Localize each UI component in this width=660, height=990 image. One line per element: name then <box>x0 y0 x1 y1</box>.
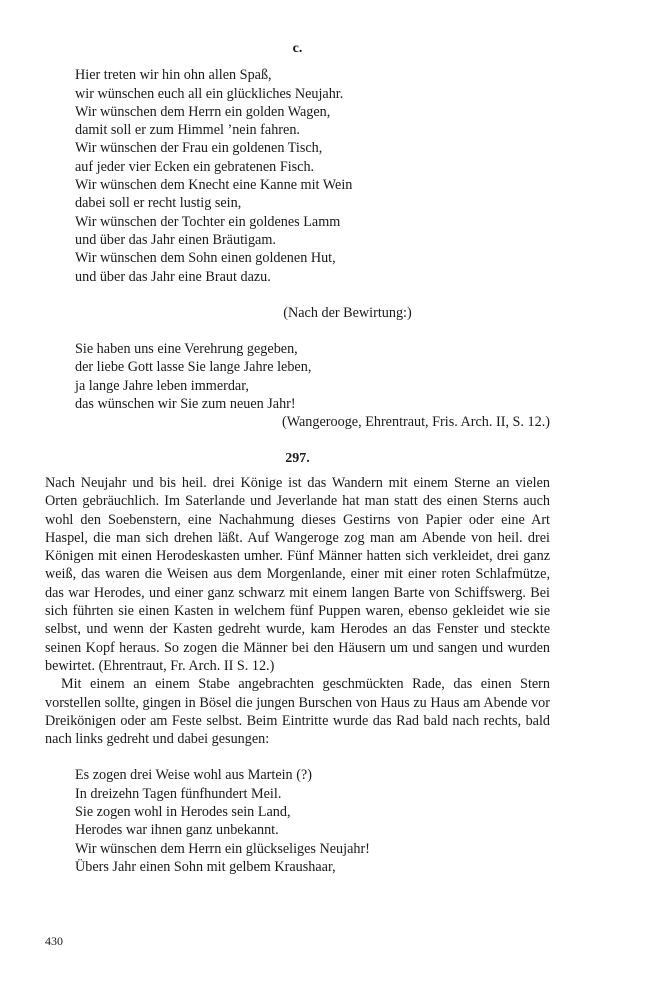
verse-line: Es zogen drei Weise wohl aus Martein (?) <box>75 767 312 784</box>
verse-line: In dreizehn Tagen fünfhundert Meil. <box>75 785 282 802</box>
verse-line: ja lange Jahre leben immerdar, <box>75 377 249 394</box>
verse-line: Wir wünschen dem Herrn ein glückseliges Neujahr! <box>75 840 370 857</box>
verse-line: auf jeder vier Ecken ein gebratenen Fisch. <box>75 158 315 175</box>
paragraph: Mit einem an einem Stabe angebrachten geschmückten Rade, das einen Stern vorstellen sollte, gingen in Bösel die jungen Burschen von Haus zu Haus am Abende vor Dreikönigen oder am Feste selbst. Beim Eintritte wurde das Rad bald nach rechts, bald nach links gedreht und dabei gesungen: <box>45 676 550 748</box>
verse-line: Wir wünschen dem Sohn einen goldenen Hut, <box>75 250 336 267</box>
verse-line: Herodes war ihnen ganz unbekannt. <box>75 822 279 839</box>
paragraph: Nach Neujahr und bis heil. drei Könige ist das Wandern mit einem Sterne an vielen Orten gebräuchlich. Im Saterlande und Jeverlande hat man statt des einen Sterns auch wohl den Soebenstern, eine Nachahmung dieses Gestirns von Papier oder eine Art Haspel, die man sich drehen läßt. Auf Wangeroge zog man am Abende von heil. drei Königen mit einen Herodeskasten umher. Fünf Männer hatten sich verkleidet, drei ganz weiß, das waren die Weisen aus dem Morgenlande, einer mit einer roten Schlafmütze, das war Herodes, und einer ganz schwarz mit einem langen Barte von Schiffswerg. Bei sich führten sie einen Kasten in welchem fünf Puppen waren, ebenso gekleidet wie sie selbst, und wenn der Kasten gedreht wurde, kam Herodes an das Fenster und steckte seinen Kopf heraus. So zogen die Männer bei den Häusern um und sangen und wurden bewirtet. (Ehrentraut, Fr. Arch. II S. 12.) <box>45 474 550 674</box>
section-c-heading: c. <box>292 41 303 56</box>
verse-line: Wir wünschen dem Herrn ein golden Wagen, <box>75 103 331 120</box>
verse-line: damit soll er zum Himmel ’nein fahren. <box>75 122 300 139</box>
page-number: 430 <box>45 934 63 948</box>
verse-line: Hier treten wir hin ohn allen Spaß, <box>75 67 272 84</box>
verse-line: das wünschen wir Sie zum neuen Jahr! <box>75 396 296 413</box>
verse-line: Wir wünschen der Tochter ein goldenes Lamm <box>75 213 341 230</box>
verse-line: Sie haben uns eine Verehrung gegeben, <box>75 341 298 358</box>
section-297 <box>45 450 550 877</box>
page-body <box>45 40 550 876</box>
verse-line: Übers Jahr einen Sohn mit gelbem Kraushaar, <box>75 858 336 875</box>
verse-line: und über das Jahr eine Braut dazu. <box>75 268 271 285</box>
section-297-heading: 297. <box>285 450 310 466</box>
verse-line: Wir wünschen dem Knecht eine Kanne mit Wein <box>75 177 353 194</box>
verse-line: Sie zogen wohl in Herodes sein Land, <box>75 803 291 820</box>
section-297-verse <box>45 766 550 876</box>
verse-line: und über das Jahr einen Bräutigam. <box>75 231 276 248</box>
verse-line: Wir wünschen der Frau ein goldenen Tisch, <box>75 140 323 157</box>
verse-line: der liebe Gott lasse Sie lange Jahre leben, <box>75 359 312 376</box>
verse-line: wir wünschen euch all ein glückliches Neujahr. <box>75 85 344 102</box>
verse-line: dabei soll er recht lustig sein, <box>75 195 242 212</box>
stage-direction: (Nach der Bewirtung:) <box>283 304 412 321</box>
section-c-verse-2 <box>45 340 550 413</box>
source-citation: (Wangerooge, Ehrentraut, Fris. Arch. II, S. 12.) <box>282 414 550 431</box>
section-c-verse <box>45 66 550 286</box>
